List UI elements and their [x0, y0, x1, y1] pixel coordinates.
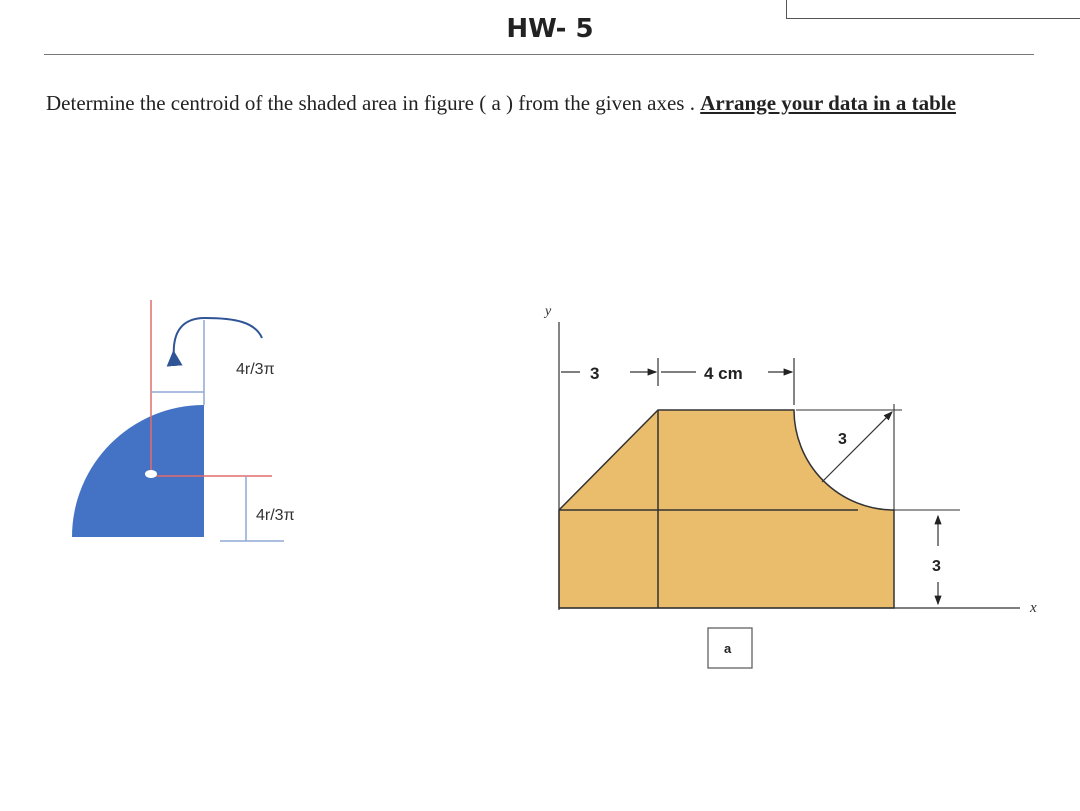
composite-shape-figure	[543, 304, 1037, 668]
dim-top-width: 4 cm	[704, 364, 743, 383]
quarter-circle-shape	[72, 405, 204, 537]
centroid-dot	[145, 470, 157, 478]
figure-caption: a	[724, 641, 732, 656]
question-emphasis: Arrange your data in a table	[700, 91, 956, 115]
vertical-offset-label: 4r/3π	[256, 507, 295, 524]
curved-arrow-icon	[174, 318, 262, 358]
horizontal-offset-label: 4r/3π	[236, 361, 275, 378]
dim-right-height: 3	[932, 558, 941, 575]
quarter-circle-figure	[72, 300, 295, 541]
dim-left-width: 3	[590, 364, 600, 383]
x-axis-label: x	[1030, 600, 1037, 616]
dim-radius: 3	[838, 431, 847, 448]
y-axis-label: y	[545, 304, 552, 319]
question-body: Determine the centroid of the shaded area in figure ( a ) from the given axes .	[46, 91, 701, 115]
page-title: HW- 5	[506, 14, 594, 44]
